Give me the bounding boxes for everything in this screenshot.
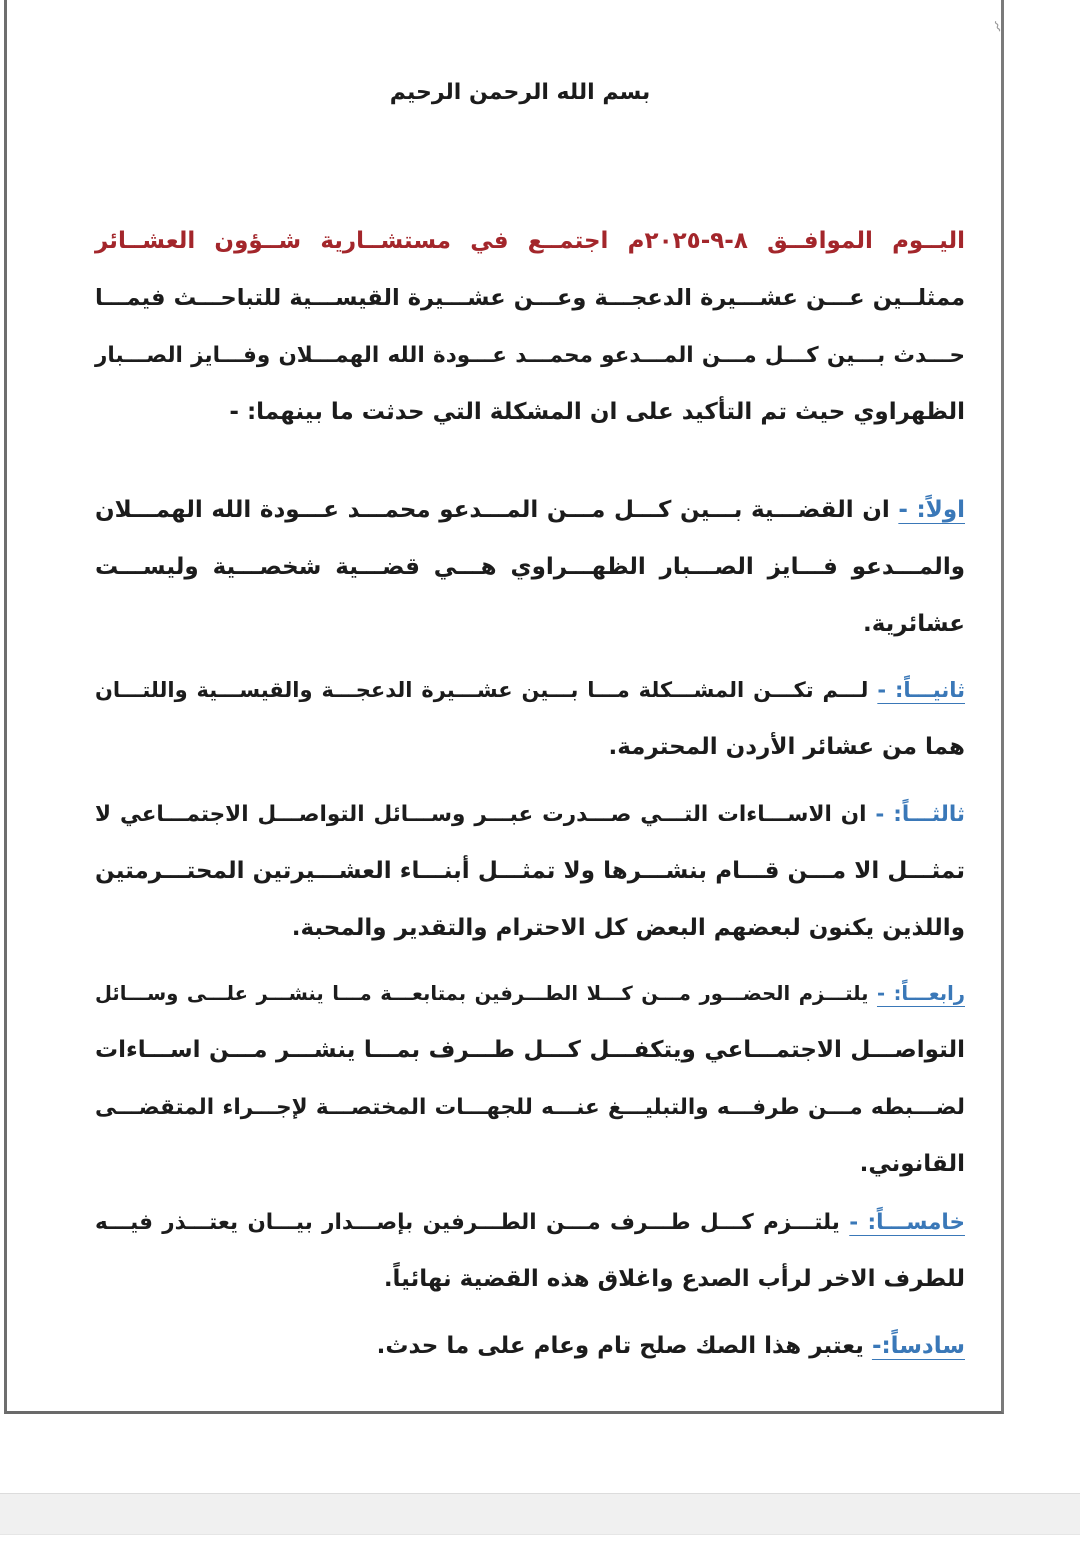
intro-line-4: الظهراوي حيث تم التأكيد على ان المشكلة التي حدثت ما بينهما: - — [229, 399, 965, 425]
scan-mark-icon: ⌇ — [992, 18, 1004, 37]
section-fourth-line-4: القانوني. — [859, 1151, 965, 1177]
section-label-sixth: سادساً:- — [871, 1333, 965, 1359]
section-label-second: ثانيـــاً: - — [877, 678, 965, 702]
section-fourth-line-3: لضـــبطه مـــن طرفـــه والتبليـــغ عنـــه للجهـــات المختصـــة لإجـــراء المتقضـــى — [95, 1095, 965, 1120]
section-first-line-2: والمـــدعو فـــايز الصـــبار الظهـــراوي هـــي قضـــية شخصـــية وليســـت — [95, 554, 965, 580]
section-label-first: اولاً: - — [898, 497, 965, 523]
section-fifth — [95, 1194, 965, 1308]
section-first — [95, 482, 965, 653]
section-third-line-1: ان الاســـاءات التـــي صـــدرت عبـــر وســـائل التواصـــل الاجتمـــاعي لا — [95, 802, 867, 827]
section-first-line-3: عشائرية. — [862, 611, 965, 637]
basmala-heading: بسم الله الرحمن الرحيم — [389, 80, 651, 105]
section-sixth — [95, 1318, 965, 1375]
section-third-line-2: تمثـــل الا مـــن قـــام بنشـــرها ولا تمثـــل أبنـــاء العشـــيرتين المحتـــرمتين — [95, 858, 965, 884]
viewer-bottom-bar — [0, 1493, 1080, 1535]
section-label-third: ثالثـــاً: - — [875, 802, 965, 827]
section-fifth-line-1: يلتـــزم كـــل طـــرف مـــن الطـــرفين بإصـــدار بيـــان يعتـــذر فيـــه — [95, 1210, 840, 1235]
section-fourth-line-1: يلتـــزم الحضـــور مـــن كـــلا الطـــرفين بمتابعـــة مـــا ينشـــر علـــى وســـائل — [95, 982, 869, 1005]
intro-line-2: ممثلــين عـــن عشـــيرة الدعجـــة وعـــن عشـــيرة القيســـية للتباحـــث فيمـــا — [95, 285, 965, 311]
section-second-line-1: لـــم تكـــن المشـــكلة مـــا بـــين عشـــيرة الدعجـــة والقيســـية واللتـــان — [95, 678, 869, 702]
intro-paragraph — [95, 213, 965, 441]
section-second — [95, 662, 965, 776]
section-first-line-1: ان القضـــية بـــين كـــل مـــن المـــدعو محمـــد عـــودة الله الهمـــلان — [95, 497, 890, 523]
section-second-line-2: هما من عشائر الأردن المحترمة. — [608, 734, 965, 760]
section-sixth-line-1: يعتبر هذا الصك صلح تام وعام على ما حدث. — [376, 1333, 864, 1359]
intro-line-3: حـــدث بـــين كـــل مـــن المـــدعو محمـــد عـــودة الله الهمـــلان وفـــايز الصـــبار — [95, 343, 965, 368]
section-fourth-line-2: التواصـــل الاجتمـــاعي ويتكفـــل كـــل طـــرف بمـــا ينشـــر مـــن اســـاءات — [95, 1037, 965, 1063]
intro-line-1: اليــوم الموافــق ٨-٩-٢٠٢٥م اجتمــع في مستشــارية شــؤون العشــائر — [95, 228, 965, 254]
section-fifth-line-2: للطرف الاخر لرأب الصدع واغلاق هذه القضية نهائياً. — [383, 1266, 965, 1292]
section-third-line-3: واللذين يكنون لبعضهم البعض كل الاحترام والتقدير والمحبة. — [291, 915, 965, 941]
section-third — [95, 786, 965, 957]
section-label-fourth: رابعـــاً: - — [876, 982, 965, 1005]
section-fourth — [95, 965, 965, 1193]
section-label-fifth: خامســـاً: - — [849, 1210, 965, 1235]
